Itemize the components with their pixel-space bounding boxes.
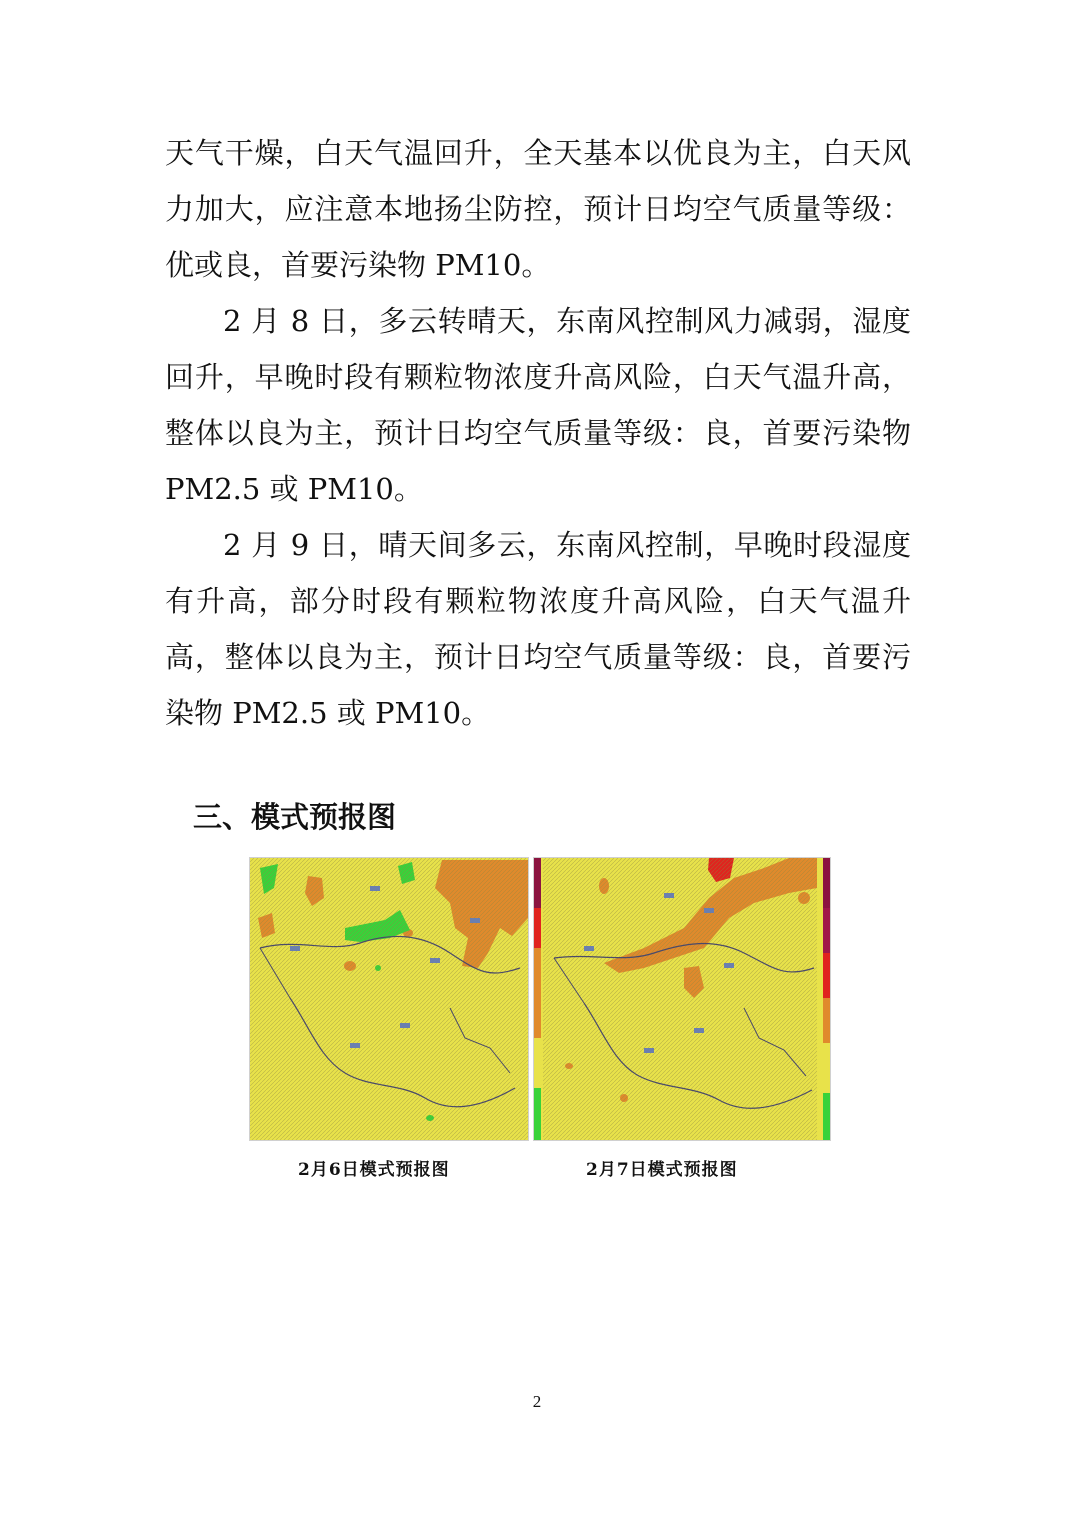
body-text	[165, 125, 911, 741]
figure-caption-feb6: 2月6日模式预报图	[298, 1160, 450, 1180]
forecast-map-feb6-graphic	[250, 858, 528, 1140]
forecast-map-feb6	[249, 857, 529, 1141]
paragraph-feb9: 2 月 9 日，晴天间多云，东南风控制，早晚时段湿度有升高，部分时段有颗粒物浓度升高风险，白天气温升高，整体以良为主，预计日均空气质量等级：良，首要污染物 PM2.5 或 PM10。	[165, 528, 911, 730]
forecast-map-feb7	[533, 857, 831, 1141]
figure-caption-feb7: 2月7日模式预报图	[586, 1160, 738, 1180]
paragraph-feb7: 天气干燥，白天气温回升，全天基本以优良为主，白天风力加大，应注意本地扬尘防控，预计日均空气质量等级：优或良，首要污染物 PM10。	[165, 136, 911, 282]
forecast-map-feb7-graphic	[534, 858, 830, 1140]
page-number: 2	[532, 1392, 542, 1411]
section-title: 三、模式预报图	[193, 800, 397, 834]
paragraph-feb8: 2 月 8 日，多云转晴天，东南风控制风力减弱，湿度回升，早晚时段有颗粒物浓度升高风险，白天气温升高，整体以良为主，预计日均空气质量等级：良，首要污染物 PM2.5 或 PM10。	[165, 304, 911, 506]
